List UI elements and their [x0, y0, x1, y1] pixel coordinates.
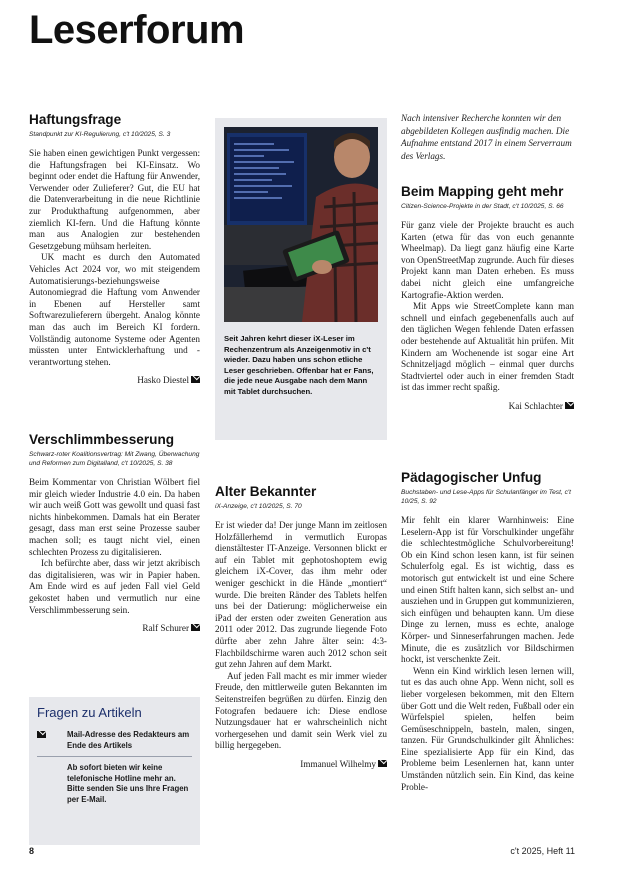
author-name: Hasko Diestel: [137, 375, 189, 386]
mail-icon: [37, 731, 46, 738]
article-heading: Beim Mapping geht mehr: [401, 184, 564, 199]
photo-caption: Seit Jahren kehrt dieser iX-Leser im Rechenzentrum als Anzeigenmotiv in c't wieder. Dazu haben uns schon etliche Leser geschrieben. Offenbar hat er Fans, die jede neue Ausgabe nach dem Mann mit Tablet durchsuchen.: [224, 334, 374, 396]
photo-illustration: [224, 127, 378, 322]
photo-box: [215, 118, 387, 440]
mail-row-text: Mail-Adresse des Redakteurs am Ende des Artikels: [67, 730, 190, 750]
article-reference: Buchstaben- und Lese-Apps für Schulanfänger im Test, c't 10/25, S. 92: [401, 489, 571, 505]
paragraph: Mit Apps wie StreetComplete kann man schnell und einfach gegebenenfalls auch auf den täglichen Wegen fehlende Daten erfassen oder bestehende auf Aktualität hin prüfen. Mit Kindern am Wochenende ist sogar eine Art Schnitzeljagd möglich – einmal quer durchs Stadtviertel oder auch in einer fremden Stadt ist das immer recht spaßig.: [401, 301, 574, 393]
article-reference: iX-Anzeige, c't 10/2025, S. 70: [215, 503, 302, 510]
paragraph: Beim Kommentar von Christian Wölbert fiel mir gleich wieder Industrie 4.0 ein. Da haben wir auch weiß Gott was gewollt und quasi fast nichts hinbekommen. Damals hat ein Berater gesagt, dass man erst seine Prozesse sauber machen soll; es taugt nicht viel, einen schlechten Prozess zu digitalisieren.: [29, 477, 200, 557]
mail-icon[interactable]: [191, 376, 200, 383]
signature: [215, 758, 387, 770]
mail-icon[interactable]: [565, 402, 574, 409]
article-body: [29, 477, 200, 616]
article-body: [215, 520, 387, 752]
article-body: [29, 148, 200, 368]
article-heading: Haftungsfrage: [29, 112, 122, 127]
divider: [37, 756, 192, 757]
paragraph: Mir fehlt ein klarer Warnhinweis: Eine Leselern-App ist für Vorschulkinder ungefähr die schlechtestmögliche Schulvorbereitung! Ob ein Kind schon lesen kann, ist für seinen Schulerfolg egal. Es ist wichtig, dass es motorisch gut entwickelt ist und eine Schere und einen Stift halten kann, sich selbst an- und ausziehen und in Gruppen gut kommunizieren, sich einfügen und behaupten kann. Um diese Dinge zu lernen, muss es echte, analoge Körper- und Sinneserfahrungen machen. Jede Minute, die es zusätzlich vor Bildschirmen hockt, ist verschenkte Zeit.: [401, 515, 574, 665]
paragraph: UK macht es durch den Automated Vehicles Act 2024 vor, wo mit steigendem Automatisierungs-beziehungsweise Autonomiegrad die Haftung vom Anwender in Ebenen auf Hersteller samt Softwarezulieferern übergeht. Analog könnte man das auch im Bereich KI fordern. Vollständig autonome Systeme oder Agenten müssten unter Entwicklerhaftung und -verantwortung stehen.: [29, 252, 200, 367]
column-left-article-2: [29, 432, 200, 634]
article-heading: Pädagogischer Unfug: [401, 470, 542, 485]
paragraph: Er ist wieder da! Der junge Mann im zeitlosen Holzfällerhemd in vermutlich Europas dienstältester IT-Anzeige. Versonnen blickt er auf ein Tablet mit gephotoshoptem ewig gleichem iX-Cover, das ihm mehr oder weniger geschickt in die Hände „montiert“ wurde. Die breiten Ränder des Tablets helfen uns bei der Datierung: möglicherweise ein iPad der ersten oder zweiten Generation aus 2011 oder 2012. Das zugrunde liegende Foto dürfte aber zehn Jahre älter sein: 4:3-Flachbildschirme waren auch 2012 schon seit gut zehn Jahren auf dem Markt.: [215, 520, 387, 670]
issue-label: c't 2025, Heft 11: [510, 846, 575, 856]
column-left: [29, 112, 200, 386]
article-body: [401, 515, 574, 793]
article-reference: Schwarz-roter Koalitionsvertrag: Mit Zwang, Überwachung und Reformen zum Digitalland, c't 10/2025, S. 38: [29, 451, 200, 467]
paragraph: Sie haben einen gewichtigen Punkt vergessen: die Haftungsfragen bei KI-Einsatz. Wo beginnt oder endet die Haftung für Anwender, Verwender oder Zulieferer? Gut, die EU hat die Datenverarbeitung in die neue Richtlinie zur Produkthaftung aufgenommen, aber ziemlich KI-fern. Und die Haftung könnte man aus Analogien zur bestehenden Gesetzgebung mühsam herleiten.: [29, 148, 200, 251]
author-name: Ralf Schurer: [142, 623, 189, 634]
mail-icon[interactable]: [191, 624, 200, 631]
signature: [29, 622, 200, 634]
column-right: [401, 112, 574, 162]
article-heading: Alter Bekannter: [215, 484, 317, 499]
questions-box-title: Fragen zu Artikeln: [37, 705, 142, 720]
photo-note: Nach intensiver Recherche konnten wir den abgebildeten Kollegen ausfindig machen. Die Aufnahme entstand 2017 in einem Serverraum des Verlags.: [401, 113, 572, 161]
article-heading: Verschlimmbesserung: [29, 432, 175, 447]
paragraph: Ich befürchte aber, dass wir jetzt akribisch das digitalisieren, was wir in Papier haben. Am Ende wird es auf jeden Fall viel Geld gekostet haben und vermutlich nur eine Verschlimmbesserung sein.: [29, 558, 200, 615]
column-right-article-1: [401, 184, 574, 412]
page-number: 8: [29, 846, 35, 856]
page-title: Leserforum: [29, 8, 245, 52]
questions-box: [29, 697, 200, 845]
author-name: Immanuel Wilhelmy: [300, 758, 376, 769]
article-reference: Standpunkt zur KI-Regulierung, c't 10/2025, S. 3: [29, 131, 171, 138]
photo-man-with-tablet: [224, 127, 378, 322]
mail-icon[interactable]: [378, 760, 387, 767]
hotline-notice: Ab sofort bieten wir keine telefonische Hotline mehr an. Bitte senden Sie uns Ihre Fragen per E-Mail.: [67, 763, 189, 804]
column-middle: [215, 484, 387, 770]
paragraph: Wenn ein Kind wirklich lesen lernen will, tut es das auch ohne App. Wenn nicht, soll es lieber vorgelesen bekommen, mit den Eltern über Gott und die Welt reden, Fußball oder ein Würfelspiel spielen, helfen beim Gemüseschnippeln, basteln, malen, singen, tanzen. Für Grundschulkinder gilt Ähnliches: Eine spezialisierte App für ein Kind, das Probleme beim Lesenlernen hat, kann unter Umständen nützlich sein. Ein Kind, das keine Proble-: [401, 665, 574, 792]
article-reference: Citizen-Science-Projekte in der Stadt, c't 10/2025, S. 66: [401, 203, 564, 210]
paragraph: Auf jeden Fall macht es mir immer wieder Freude, den mittlerweile guten Bekannten im Seitenstreifen begrüßen zu dürfen. Einzig den Fotografen bedauere ich: Diese endlose Nutzungsdauer hat er wahrscheinlich nicht vorhergesehen und damit sein Werk viel zu billig hergegeben.: [215, 670, 387, 751]
signature: [29, 374, 200, 386]
article-body: [401, 220, 574, 394]
paragraph: Für ganz viele der Projekte braucht es auch Karten (etwa für das von euch genannte Wheelmap). Da liegt ganz häufig eine Karte von OpenStreetMap zugrunde. Auch für dieses Projekt kann man Daten erheben. Es muss dabei nicht gleich eine umfangreiche Kartografie-Aktion werden.: [401, 220, 574, 300]
author-name: Kai Schlachter: [508, 400, 563, 411]
signature: [401, 400, 574, 412]
column-right-article-2: [401, 470, 574, 793]
